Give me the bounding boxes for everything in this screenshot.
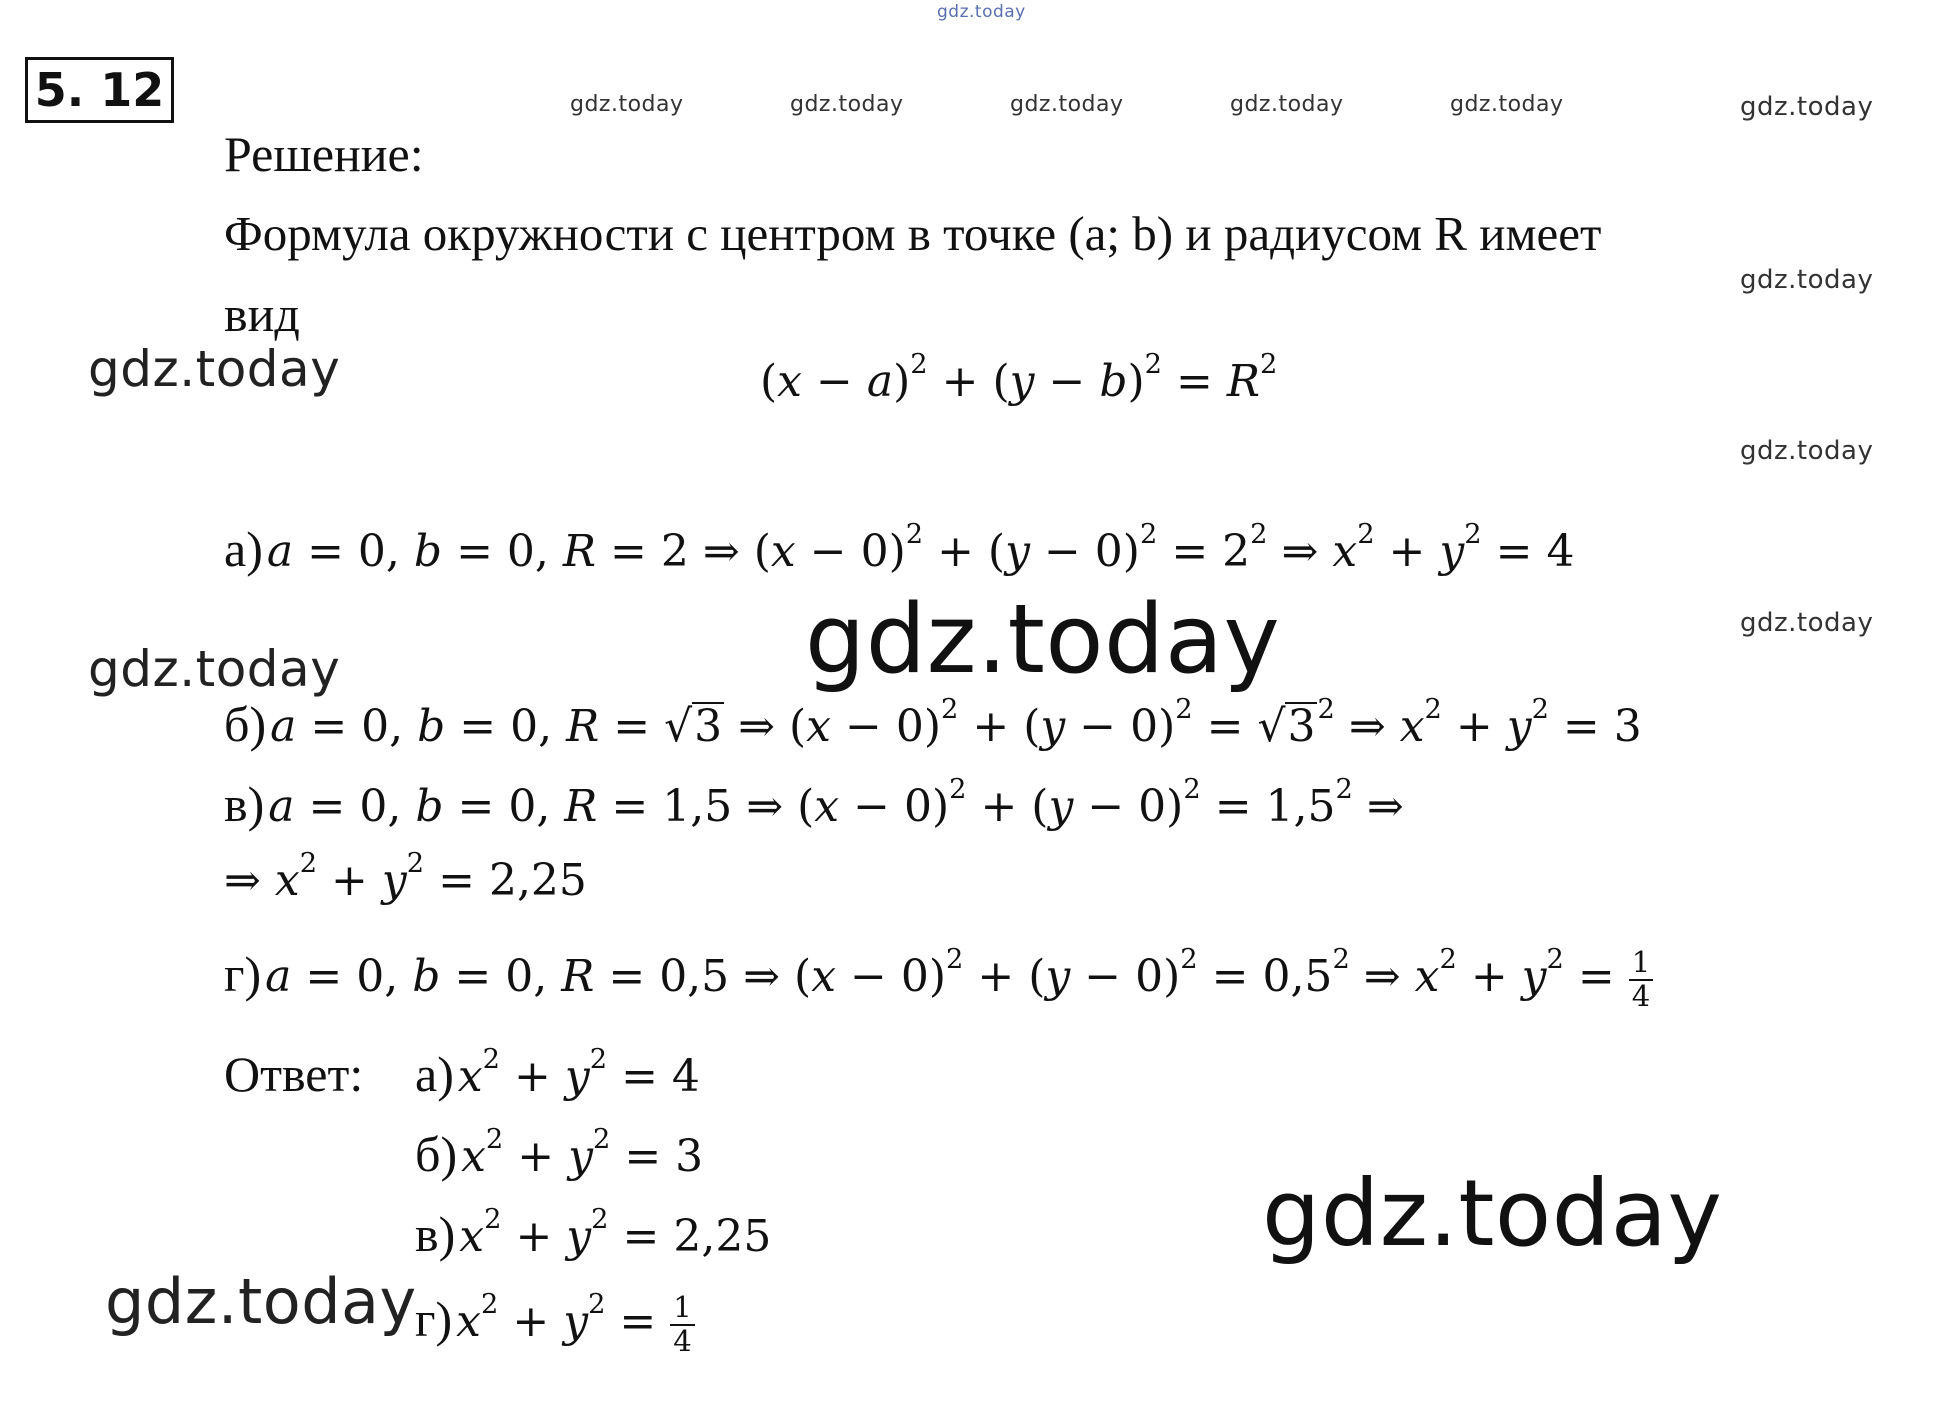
watermark: gdz.today bbox=[1740, 436, 1874, 466]
solution-heading: Решение: bbox=[224, 126, 424, 182]
watermark: gdz.today bbox=[790, 92, 904, 117]
watermark: gdz.today bbox=[570, 92, 684, 117]
watermark: gdz.today bbox=[88, 340, 341, 398]
watermark: gdz.today bbox=[105, 1265, 417, 1338]
part-a-math: a = 0, b = 0, R = 2 ⇒ $(x - 0)^2 + (y - 0)^2 = 2^2$ ⇒ $x^2 + y^2 = 4$ bbox=[266, 518, 1575, 577]
intro-text-line1: Формула окружности с центром в точке (a; b) и радиусом R имеет bbox=[224, 206, 1602, 261]
watermark-top: gdz.today bbox=[937, 2, 1026, 22]
answer-b: б) $x^2 + y^2 = 3$ bbox=[415, 1123, 704, 1182]
fraction: $\frac{1}{4}$ bbox=[1629, 947, 1653, 1013]
part-v-line2: ⇒ $x^2 + y^2 = 2,25$ bbox=[224, 847, 587, 906]
answer-g: г) $x^2 + y^2$ = $\frac{1}{4}$ bbox=[415, 1290, 695, 1357]
watermark: gdz.today bbox=[1740, 92, 1874, 122]
part-v-line1 bbox=[224, 775, 1404, 833]
intro-text-line2: вид bbox=[224, 286, 300, 342]
watermark: gdz.today bbox=[88, 640, 341, 698]
watermark: gdz.today bbox=[805, 585, 1281, 695]
part-b-math: a = 0, b = 0, R = √3 ⇒ $(x - 0)^2 + (y - 0)^2 = √3^2$ ⇒ $x^2 + y^2 = 3$ bbox=[270, 693, 1642, 752]
watermark: gdz.today bbox=[1010, 92, 1124, 117]
watermark: gdz.today bbox=[1450, 92, 1564, 117]
part-g-math: a = 0, b = 0, R = 0,5 ⇒ $(x - 0)^2 + (y - 0)^2 = 0,5^2$ ⇒ $x^2 + y^2$ = $\frac{1}{4}$ bbox=[265, 951, 1653, 1002]
watermark: gdz.today bbox=[1230, 92, 1344, 117]
watermark: gdz.today bbox=[1740, 608, 1874, 638]
part-b-line bbox=[224, 695, 1642, 753]
part-a-line bbox=[224, 520, 1574, 578]
watermark: gdz.today bbox=[1740, 265, 1874, 295]
problem-number: 5. 12 bbox=[25, 57, 174, 123]
circle-formula: $(x - a)^2 + (y - b)^2 = R^2$ bbox=[760, 348, 1278, 407]
sqrt-symbol: √3 bbox=[664, 701, 723, 752]
part-b-label: б) bbox=[224, 696, 267, 752]
watermark: gdz.today bbox=[1262, 1160, 1723, 1267]
part-g-line bbox=[224, 945, 1653, 1012]
part-g-label: г) bbox=[224, 946, 262, 1002]
answer-v: в) $x^2 + y^2 = 2,25$ bbox=[415, 1203, 772, 1262]
part-a-label: а) bbox=[224, 521, 263, 577]
answer-a: а) $x^2 + y^2 = 4$ bbox=[415, 1043, 700, 1102]
answer-label: Ответ: bbox=[224, 1046, 364, 1102]
part-v-math: a = 0, b = 0, R = 1,5 ⇒ $(x - 0)^2 + (y - 0)^2 = 1,5^2$ ⇒ bbox=[268, 773, 1404, 832]
part-v-label: в) bbox=[224, 776, 265, 832]
